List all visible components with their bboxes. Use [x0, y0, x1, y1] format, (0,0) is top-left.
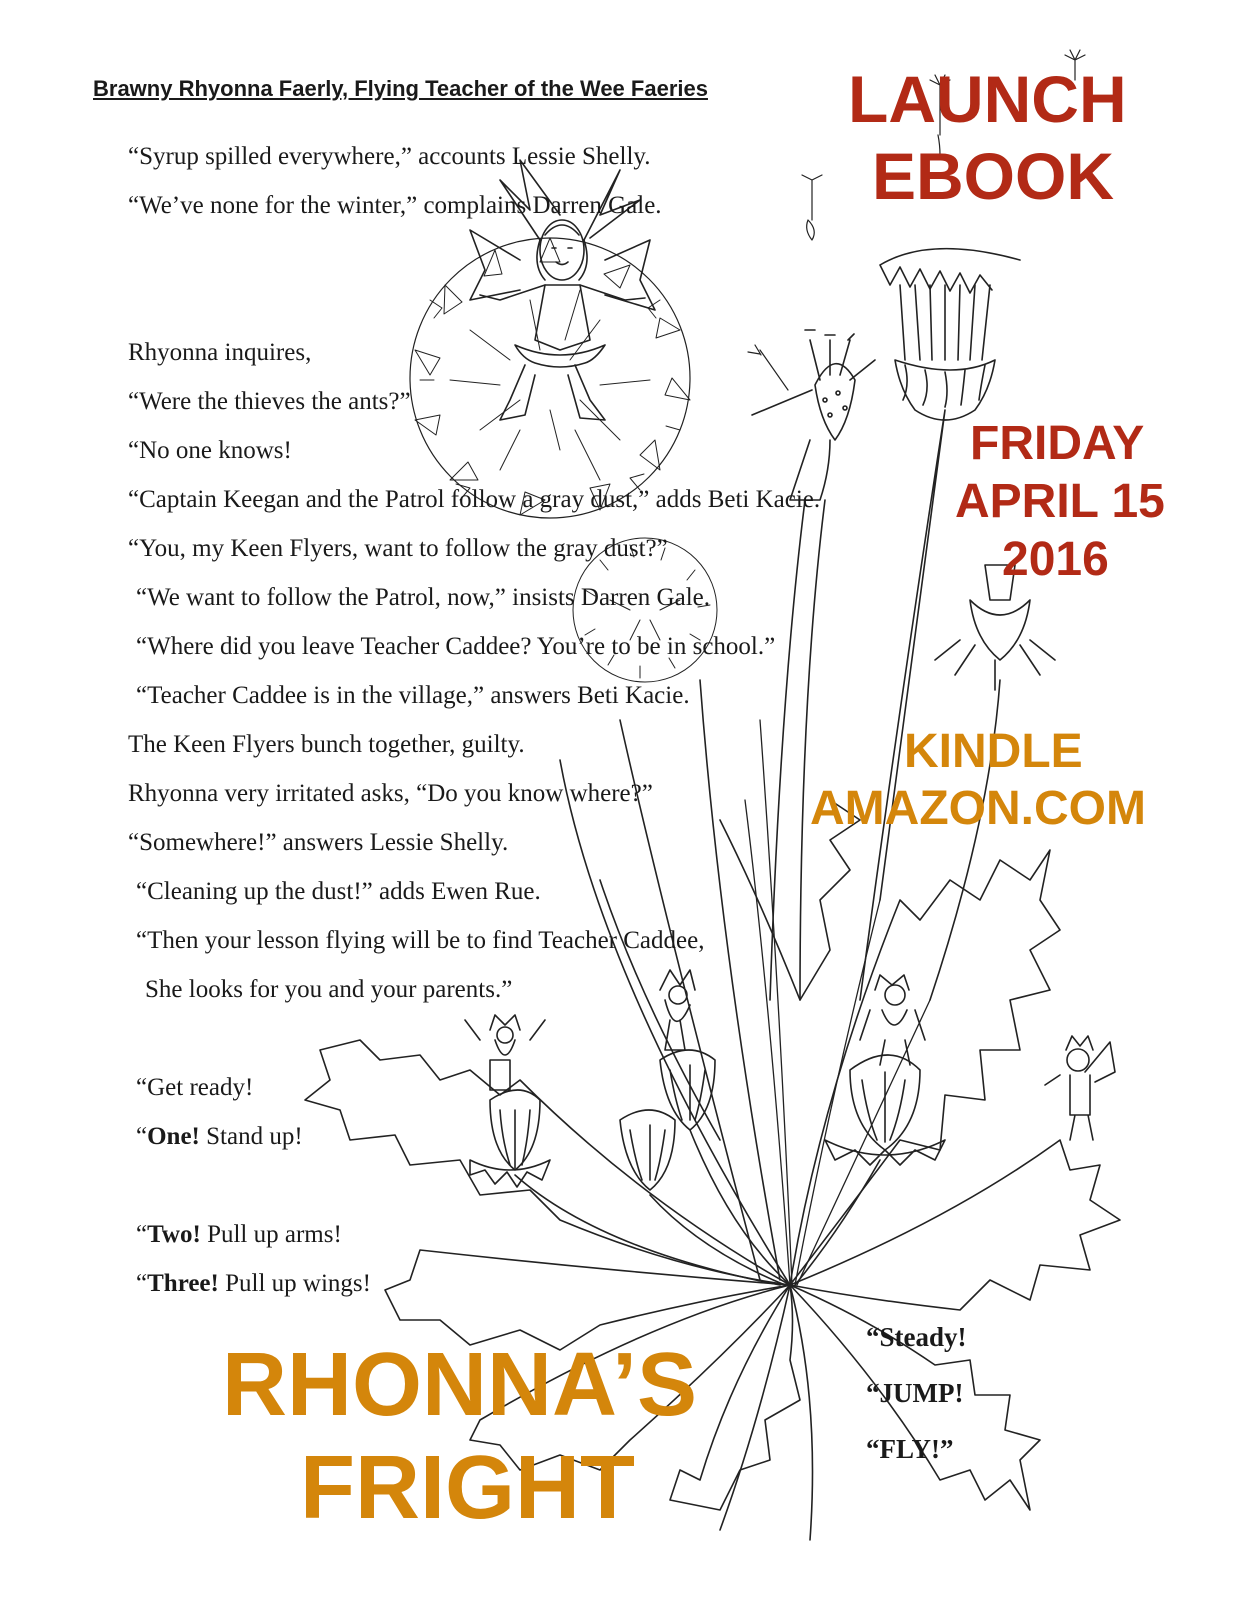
story-line: The Keen Flyers bunch together, guilty.	[128, 731, 525, 758]
story-line: “Cleaning up the dust!” adds Ewen Rue.	[136, 878, 541, 905]
promo-day: FRIDAY	[970, 417, 1145, 470]
story-line: “Get ready!	[136, 1074, 254, 1101]
dandelion-flower-tall	[860, 249, 1020, 1000]
countdown-line-three	[136, 1269, 371, 1299]
countdown-bold-word: Two!	[147, 1221, 201, 1248]
promo-kindle: KINDLE	[904, 725, 1083, 778]
promo-date: APRIL 15	[955, 475, 1165, 528]
story-line: “We’ve none for the winter,” complains Darren Gale.	[128, 192, 662, 219]
story-line: “Captain Keegan and the Patrol follow a gray dust,” adds Beti Kacie.	[128, 486, 821, 513]
story-line: “We want to follow the Patrol, now,” insists Darren Gale.	[136, 584, 710, 611]
story-line: She looks for you and your parents.”	[145, 976, 513, 1003]
story-line: Rhyonna inquires,	[128, 339, 312, 366]
quote-mark: “	[136, 1123, 148, 1150]
promo-year: 2016	[1002, 533, 1109, 586]
promo-store: AMAZON.COM	[810, 782, 1146, 835]
countdown-rest: Pull up wings!	[218, 1270, 371, 1297]
small-faery-right	[1045, 1036, 1115, 1140]
flower-stalks	[560, 680, 790, 1285]
story-line: “You, my Keen Flyers, want to follow the gray dust?”	[128, 535, 668, 562]
finale-fly: “FLY!”	[866, 1434, 954, 1464]
story-line: “Somewhere!” answers Lessie Shelly.	[128, 829, 509, 856]
story-line: “Teacher Caddee is in the village,” answers Beti Kacie.	[136, 682, 690, 709]
countdown-rest: Stand up!	[199, 1123, 303, 1150]
bud-with-faery-middle	[620, 970, 790, 1285]
promo-launch: LAUNCH	[848, 62, 1127, 136]
promo-ebook: EBOOK	[872, 139, 1115, 213]
story-heading: Brawny Rhyonna Faerly, Flying Teacher of the Wee Faeries	[93, 76, 708, 101]
story-line: “Where did you leave Teacher Caddee? You’re to be in school.”	[136, 633, 776, 660]
dandelion-flower-spray	[752, 330, 875, 1000]
book-title-line2: FRIGHT	[300, 1438, 635, 1538]
story-line: “Were the thieves the ants?”	[128, 388, 411, 415]
countdown-rest: Pull up arms!	[200, 1221, 342, 1248]
countdown-line-two	[136, 1220, 342, 1250]
quote-mark: “	[136, 1221, 148, 1248]
countdown-line-one	[136, 1122, 303, 1152]
quote-mark: “	[136, 1270, 148, 1297]
countdown-bold-word: One!	[147, 1123, 200, 1150]
story-line: Rhyonna very irritated asks, “Do you know where?”	[128, 780, 653, 807]
story-line: “No one knows!	[128, 437, 292, 464]
finale-steady: “Steady!	[866, 1322, 967, 1352]
story-line: “Syrup spilled everywhere,” accounts Lessie Shelly.	[128, 143, 651, 170]
story-line: “Then your lesson flying will be to find Teacher Caddee,	[136, 927, 705, 954]
dandelion-puff-large	[410, 238, 690, 518]
finale-jump: “JUMP!	[866, 1378, 964, 1408]
countdown-bold-word: Three!	[147, 1270, 219, 1297]
book-title-line1: RHONNA’S	[222, 1335, 698, 1435]
